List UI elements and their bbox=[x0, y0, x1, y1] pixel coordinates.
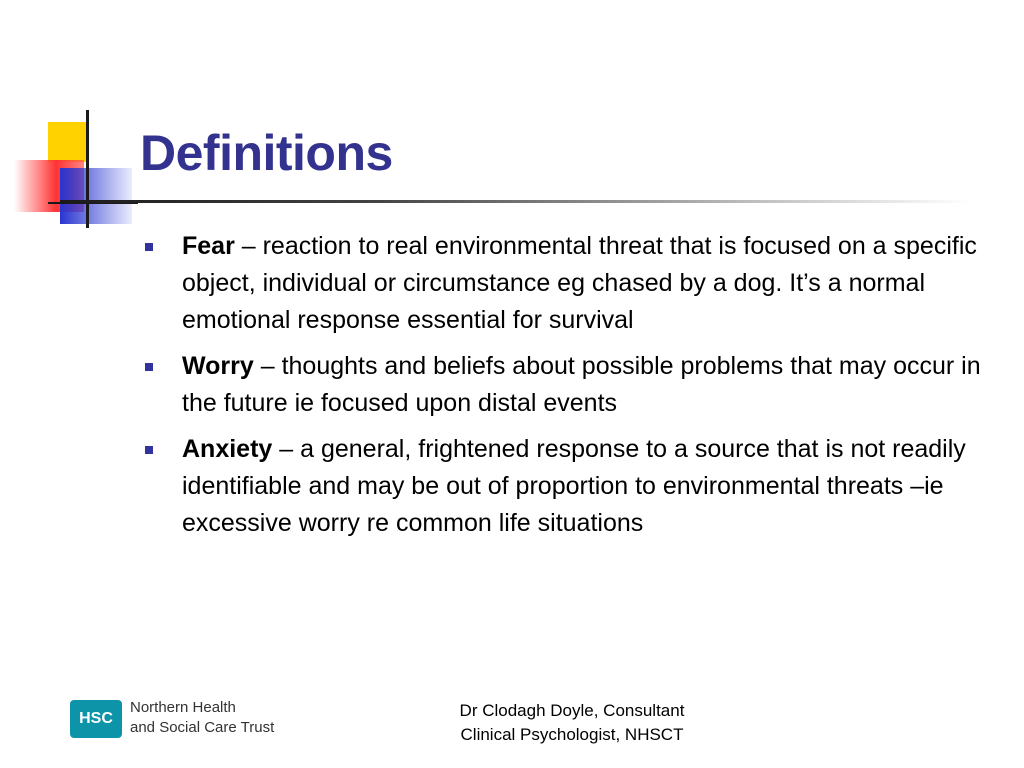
bullet-icon bbox=[145, 243, 153, 251]
slide-title: Definitions bbox=[140, 125, 393, 181]
yellow-square bbox=[48, 122, 88, 162]
logo-line-1: Northern Health bbox=[130, 699, 236, 716]
author-credit bbox=[400, 699, 744, 747]
logo-line-2: and Social Care Trust bbox=[130, 719, 275, 736]
bullet-term: Worry bbox=[182, 352, 254, 380]
list-item bbox=[140, 228, 1000, 339]
list-item bbox=[140, 348, 1000, 422]
bullet-icon bbox=[145, 363, 153, 371]
hsc-logo bbox=[70, 698, 300, 740]
logo-text bbox=[130, 698, 300, 738]
bullet-text: – reaction to real environmental threat that is focused on a specific object, individual or circumstance eg chased by a dog. It’s a normal emotional response essential for survival bbox=[182, 232, 977, 334]
bullet-term: Anxiety bbox=[182, 435, 273, 463]
bullet-list bbox=[140, 228, 1000, 551]
bullet-text: – thoughts and beliefs about possible problems that may occur in the future ie focused upon distal events bbox=[182, 352, 981, 417]
credit-line-1: Dr Clodagh Doyle, Consultant bbox=[459, 701, 685, 720]
title-underline bbox=[60, 200, 970, 203]
credit-line-2: Clinical Psychologist, NHSCT bbox=[460, 725, 684, 744]
vertical-line bbox=[86, 110, 89, 228]
bullet-icon bbox=[145, 446, 153, 454]
list-item bbox=[140, 431, 1000, 542]
blue-square bbox=[60, 168, 132, 224]
bullet-text: – a general, frightened response to a source that is not readily identifiable and may be out of proportion to environmental threats –ie excessive worry re common life situations bbox=[182, 435, 966, 537]
title-decoration bbox=[0, 0, 140, 240]
bullet-term: Fear bbox=[182, 232, 235, 260]
hsc-badge-icon: HSC bbox=[70, 700, 122, 738]
